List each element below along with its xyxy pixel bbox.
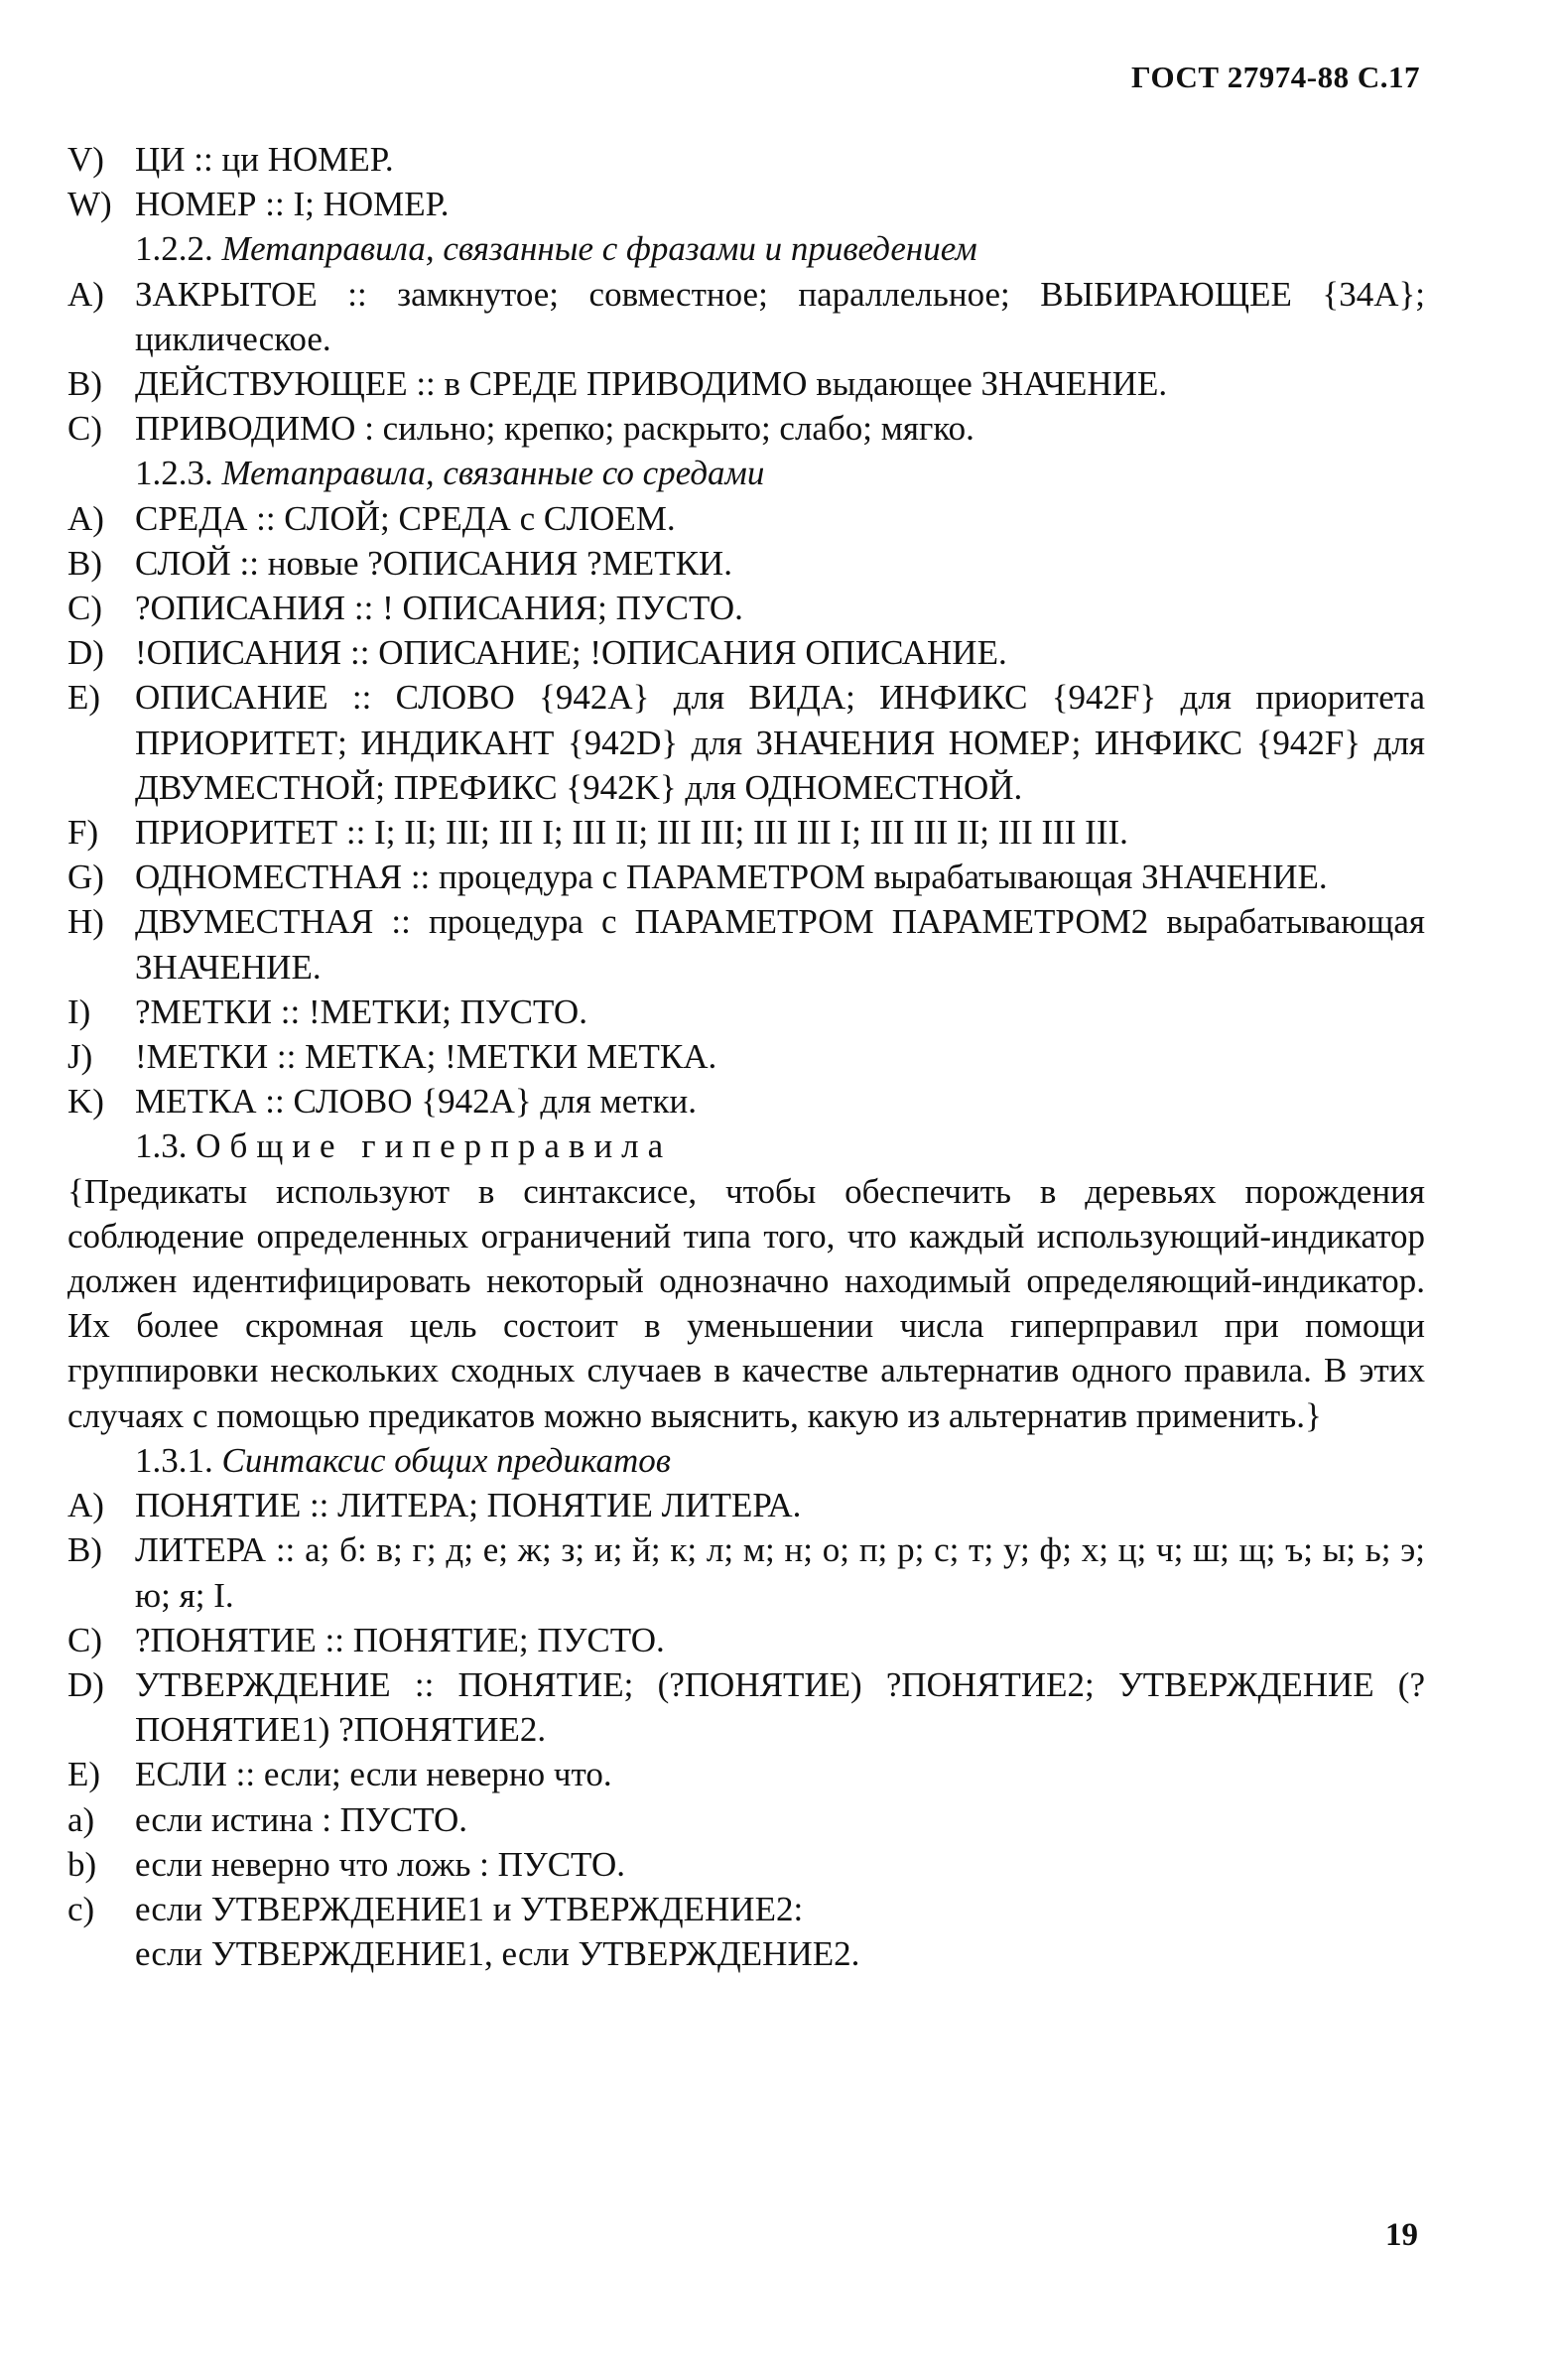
rule-item: [67, 810, 1425, 855]
section-heading: [67, 451, 1425, 495]
rule-item: [67, 182, 1425, 226]
rule-label: b): [67, 1844, 97, 1884]
section-number: 1.2.2.: [135, 229, 213, 269]
rule-label: E): [67, 678, 101, 718]
rule-text: ПОНЯТИЕ :: ЛИТЕРА; ПОНЯТИЕ ЛИТЕРА.: [135, 1486, 802, 1525]
rule-item: [67, 541, 1425, 586]
rule-text: ОДНОМЕСТНАЯ :: процедура с ПАРАМЕТРОМ вырабатывающая ЗНАЧЕНИЕ.: [135, 858, 1328, 897]
rule-text: УТВЕРЖДЕНИЕ :: ПОНЯТИЕ; (?ПОНЯТИЕ) ?ПОНЯТИЕ2; УТВЕРЖДЕНИЕ (?ПОНЯТИЕ1) ?ПОНЯТИЕ2.: [135, 1664, 1425, 1750]
rule-label: I): [67, 992, 91, 1031]
document-body: [67, 137, 1425, 1976]
rule-item: [67, 855, 1425, 899]
rule-text: ЗАКРЫТОЕ :: замкнутое; совместное; параллельное; ВЫБИРАЮЩЕЕ {34A}; циклическое.: [135, 274, 1425, 358]
section-title: Общие гиперправила: [195, 1126, 673, 1166]
rule-label: A): [67, 498, 104, 538]
rule-item: [67, 1662, 1425, 1752]
rule-text: !МЕТКИ :: МЕТКА; !МЕТКИ МЕТКА.: [135, 1037, 717, 1077]
paragraph: {Предикаты используют в синтаксисе, чтобы обеспечить в деревьях порождения соблюдение определенных ограничений типа того, что каждый использующий-индикатор должен идентифицировать некоторый однозначно находимый определяющий-индикатор. Их более скромная цель состоит в уменьшении числа гиперправил при помощи группировки нескольких сходных случаев в качестве альтернатив одного правила. В этих случаях с помощью предикатов можно выяснить, какую из альтернатив применить.}: [67, 1171, 1425, 1435]
rule-label: C): [67, 589, 102, 628]
page-number: 19: [1385, 2217, 1418, 2253]
section-heading: [67, 226, 1425, 271]
rule-label: F): [67, 813, 99, 853]
rule-text: МЕТКА :: СЛОВО {942A} для метки.: [135, 1082, 698, 1122]
rule-text: СРЕДА :: СЛОЙ; СРЕДА с СЛОЕМ.: [135, 498, 676, 538]
rule-text: НОМЕР :: I; НОМЕР.: [135, 185, 450, 224]
rule-text: ПРИОРИТЕТ :: I; II; III; III I; III II; III III; III III I; III III II; III III III.: [135, 813, 1128, 853]
rule-label: G): [67, 858, 104, 897]
rule-item: [67, 406, 1425, 451]
rule-item: [67, 899, 1425, 989]
rule-label: c): [67, 1889, 95, 1928]
section-title: Синтаксис общих предикатов: [221, 1440, 671, 1480]
rule-item: [67, 361, 1425, 406]
rule-text: СЛОЙ :: новые ?ОПИСАНИЯ ?МЕТКИ.: [135, 543, 732, 583]
rule-label: A): [67, 1486, 104, 1525]
rule-label: A): [67, 274, 104, 314]
section-title: Метаправила, связанные со средами: [221, 454, 765, 493]
rule-label: E): [67, 1755, 101, 1794]
rule-item: [67, 1842, 1425, 1887]
rule-item: [67, 1797, 1425, 1842]
rule-text: ЛИТЕРА :: а; б: в; г; д; е; ж; з; и; й; к; л; м; н; о; п; р; с; т; у; ф; х; ц; ч; ш; щ; ъ; ы; ь; э; ю; я; I.: [135, 1530, 1425, 1615]
section-number: 1.3.1.: [135, 1440, 213, 1480]
rule-label: C): [67, 409, 102, 449]
rule-text: ДЕЙСТВУЮЩЕЕ :: в СРЕДЕ ПРИВОДИМО выдающее ЗНАЧЕНИЕ.: [135, 364, 1168, 404]
rule-text: ДВУМЕСТНАЯ :: процедура с ПАРАМЕТРОМ ПАРАМЕТРОМ2 вырабатывающая ЗНАЧЕНИЕ.: [135, 902, 1425, 987]
rule-item: [67, 1618, 1425, 1662]
rule-item: [67, 1887, 1425, 1931]
rule-text: ?ПОНЯТИЕ :: ПОНЯТИЕ; ПУСТО.: [135, 1620, 665, 1659]
section-heading: [67, 1124, 1425, 1168]
rule-item: [67, 1527, 1425, 1617]
rule-text: !ОПИСАНИЯ :: ОПИСАНИЕ; !ОПИСАНИЯ ОПИСАНИЕ.: [135, 633, 1007, 673]
rule-item: [67, 990, 1425, 1034]
rule-text: ЕСЛИ :: если; если неверно что.: [135, 1755, 612, 1794]
rule-label: W): [67, 185, 112, 224]
rule-text: ?МЕТКИ :: !МЕТКИ; ПУСТО.: [135, 992, 587, 1031]
rule-label: B): [67, 1530, 102, 1570]
rule-item: [67, 272, 1425, 361]
rule-label: D): [67, 1664, 104, 1704]
rule-item: [67, 586, 1425, 630]
rule-label: B): [67, 543, 102, 583]
rule-label: V): [67, 140, 104, 179]
rule-item: [67, 1752, 1425, 1796]
rule-text: ПРИВОДИМО : сильно; крепко; раскрыто; слабо; мягко.: [135, 409, 974, 449]
rule-label: K): [67, 1082, 104, 1122]
rule-label: J): [67, 1037, 93, 1077]
rule-item: [67, 1034, 1425, 1079]
section-title: Метаправила, связанные с фразами и приведением: [221, 229, 977, 269]
section-heading: [67, 1438, 1425, 1483]
page-header: ГОСТ 27974-88 С.17: [1131, 60, 1420, 94]
rule-continuation: если УТВЕРЖДЕНИЕ1, если УТВЕРЖДЕНИЕ2.: [135, 1934, 860, 1974]
rule-label: a): [67, 1799, 95, 1839]
rule-label: C): [67, 1620, 102, 1659]
rule-item: [67, 137, 1425, 182]
section-number: 1.3.: [135, 1126, 188, 1166]
rule-item: [67, 630, 1425, 675]
rule-label: B): [67, 364, 102, 404]
rule-label: D): [67, 633, 104, 673]
section-number: 1.2.3.: [135, 454, 213, 493]
rule-item: [67, 496, 1425, 541]
rule-item: [67, 1079, 1425, 1124]
rule-label: H): [67, 902, 104, 942]
rule-text: ?ОПИСАНИЯ :: ! ОПИСАНИЯ; ПУСТО.: [135, 589, 743, 628]
rule-item: [67, 675, 1425, 810]
rule-text: ОПИСАНИЕ :: СЛОВО {942A} для ВИДА; ИНФИКС {942F} для приоритета ПРИОРИТЕТ; ИНДИКАНТ {942D} для ЗНАЧЕНИЯ НОМЕР; ИНФИКС {942F} для ДВУМЕСТНОЙ; ПРЕФИКС {942K} для ОДНОМЕСТНОЙ.: [135, 678, 1425, 807]
rule-text: ЦИ :: ци НОМЕР.: [135, 140, 394, 179]
rule-text: если УТВЕРЖДЕНИЕ1 и УТВЕРЖДЕНИЕ2:: [135, 1889, 804, 1928]
rule-text: если истина : ПУСТО.: [135, 1799, 468, 1839]
rule-text: если неверно что ложь : ПУСТО.: [135, 1844, 625, 1884]
rule-item: [67, 1483, 1425, 1527]
